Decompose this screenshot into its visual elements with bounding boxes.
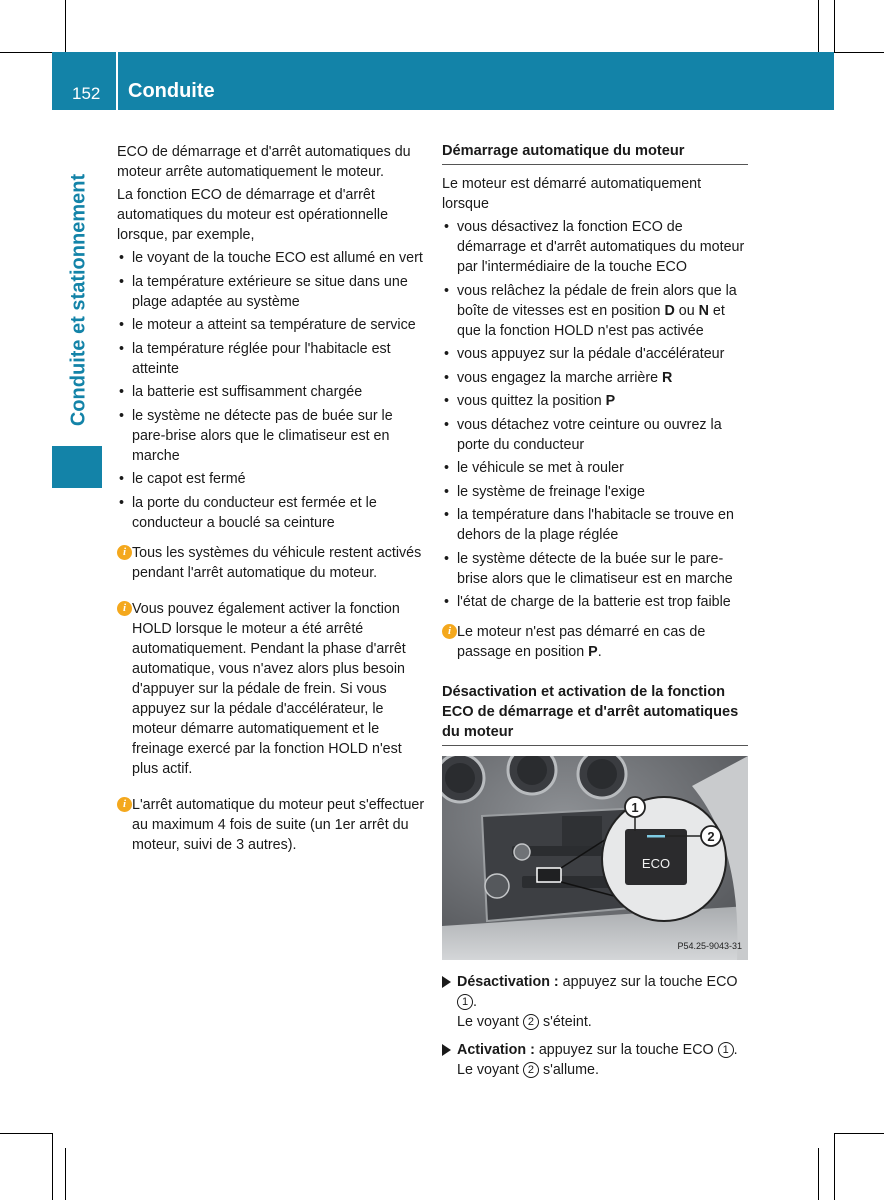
callout-ref: 1	[718, 1042, 734, 1058]
list-item: • vous appuyez sur la pédale d'accélérateur	[442, 344, 748, 364]
start-conditions-list	[442, 217, 748, 612]
info-text: L'arrêt automatique du moteur peut s'effectuer au maximum 4 fois de suite (un 1er arrêt du moteur, suivi de 3 autres).	[132, 796, 425, 853]
crop-mark	[65, 1148, 66, 1200]
page-number: 152	[72, 84, 101, 103]
crop-mark	[834, 0, 835, 52]
callout-ref: 1	[457, 994, 473, 1010]
info-text: Vous pouvez également activer la fonction HOLD lorsque le moteur a été arrêté automatiquement. Pendant la phase d'arrêt automatique, vous n'avez alors plus besoin d'appuyer sur la pédale de frein. Si vous appuyez sur la pédale d'accélérateur, le moteur démarre automatiquement et le freinage exercé par la fonction HOLD n'est plus actif.	[132, 600, 406, 777]
section-heading: Démarrage automatique du moteur	[442, 141, 748, 165]
callout-2: 2	[707, 829, 715, 844]
crop-mark	[65, 0, 66, 52]
crop-mark	[0, 52, 52, 53]
info-icon: i	[117, 601, 132, 616]
list-item: • le système de freinage l'exige	[442, 482, 748, 502]
callout-ref: 2	[523, 1062, 539, 1078]
info-note: i Le moteur n'est pas démarré en cas de passage en position P.	[442, 622, 748, 662]
crop-mark	[0, 1133, 52, 1134]
dashboard-photo	[442, 756, 748, 960]
arrow-icon	[442, 976, 451, 988]
list-item: • le moteur a atteint sa température de service	[117, 315, 425, 335]
list-item: • la batterie est suffisamment chargée	[117, 382, 425, 402]
info-text: Tous les systèmes du véhicule restent activés pendant l'arrêt automatique du moteur.	[132, 544, 422, 581]
conditions-list	[117, 248, 425, 533]
info-icon: i	[117, 545, 132, 560]
list-item: • la température extérieure se situe dans une plage adaptée au système	[117, 272, 425, 312]
right-column	[442, 141, 748, 1088]
crop-mark	[834, 1133, 835, 1200]
list-item: • le système ne détecte pas de buée sur le pare-brise alors que le climatiseur est en marche	[117, 406, 425, 466]
deactivation-step: Désactivation : appuyez sur la touche ECO 1 . Le voyant 2 s'éteint.	[442, 972, 748, 1032]
list-item: • l'état de charge de la batterie est trop faible	[442, 592, 748, 612]
eco-button-label: ECO	[641, 856, 671, 871]
list-item: • vous détachez votre ceinture ou ouvrez la porte du conducteur	[442, 415, 748, 455]
start-intro: Le moteur est démarré automatiquement lorsque	[442, 176, 702, 212]
list-item: • le voyant de la touche ECO est allumé en vert	[117, 248, 425, 268]
side-tab-marker	[52, 446, 102, 488]
list-item: • la température réglée pour l'habitacle est atteinte	[117, 339, 425, 379]
info-note	[117, 543, 425, 583]
eco-button-figure	[442, 756, 748, 960]
list-item: • la porte du conducteur est fermée et le conducteur a bouclé sa ceinture	[117, 493, 425, 533]
crop-mark	[834, 1133, 884, 1134]
crop-mark	[834, 52, 884, 53]
list-item: • vous relâchez la pédale de frein alors que la boîte de vitesses est en position D ou N et que la fonction HOLD n'est pas activée	[442, 281, 748, 341]
activation-step: Activation : appuyez sur la touche ECO 1 . Le voyant 2 s'allume.	[442, 1040, 748, 1080]
section-heading: Désactivation et activation de la fonction ECO de démarrage et d'arrêt automatiques du moteur	[442, 682, 748, 746]
crop-mark	[52, 1133, 53, 1200]
conditions-intro: La fonction ECO de démarrage et d'arrêt automatiques du moteur est opérationnelle lorsque, par exemple,	[117, 187, 389, 243]
header-divider	[116, 52, 118, 110]
list-item: • vous désactivez la fonction ECO de démarrage et d'arrêt automatiques du moteur par l'intermédiaire de la touche ECO	[442, 217, 748, 277]
info-note	[117, 795, 425, 855]
crop-mark	[818, 1148, 819, 1200]
intro-paragraph: ECO de démarrage et d'arrêt automatiques du moteur arrête automatiquement le moteur.	[117, 144, 411, 180]
figure-caption: P54.25-9043-31	[677, 941, 742, 951]
list-item: • la température dans l'habitacle se trouve en dehors de la plage réglée	[442, 505, 748, 545]
left-column	[117, 142, 425, 855]
callout-ref: 2	[523, 1014, 539, 1030]
list-item: • vous engagez la marche arrière R	[442, 368, 748, 388]
arrow-icon	[442, 1044, 451, 1056]
info-note	[117, 599, 425, 779]
info-icon: i	[117, 797, 132, 812]
list-item: • le capot est fermé	[117, 469, 425, 489]
list-item: • vous quittez la position P	[442, 391, 748, 411]
callout-1: 1	[631, 800, 639, 815]
list-item: • le système détecte de la buée sur le pare-brise alors que le climatiseur est en marche	[442, 549, 748, 589]
info-icon: i	[442, 624, 457, 639]
list-item: • le véhicule se met à rouler	[442, 458, 748, 478]
side-section-label: Conduite et stationnement	[67, 173, 90, 427]
crop-mark	[818, 0, 819, 52]
chapter-title: Conduite	[128, 80, 215, 102]
